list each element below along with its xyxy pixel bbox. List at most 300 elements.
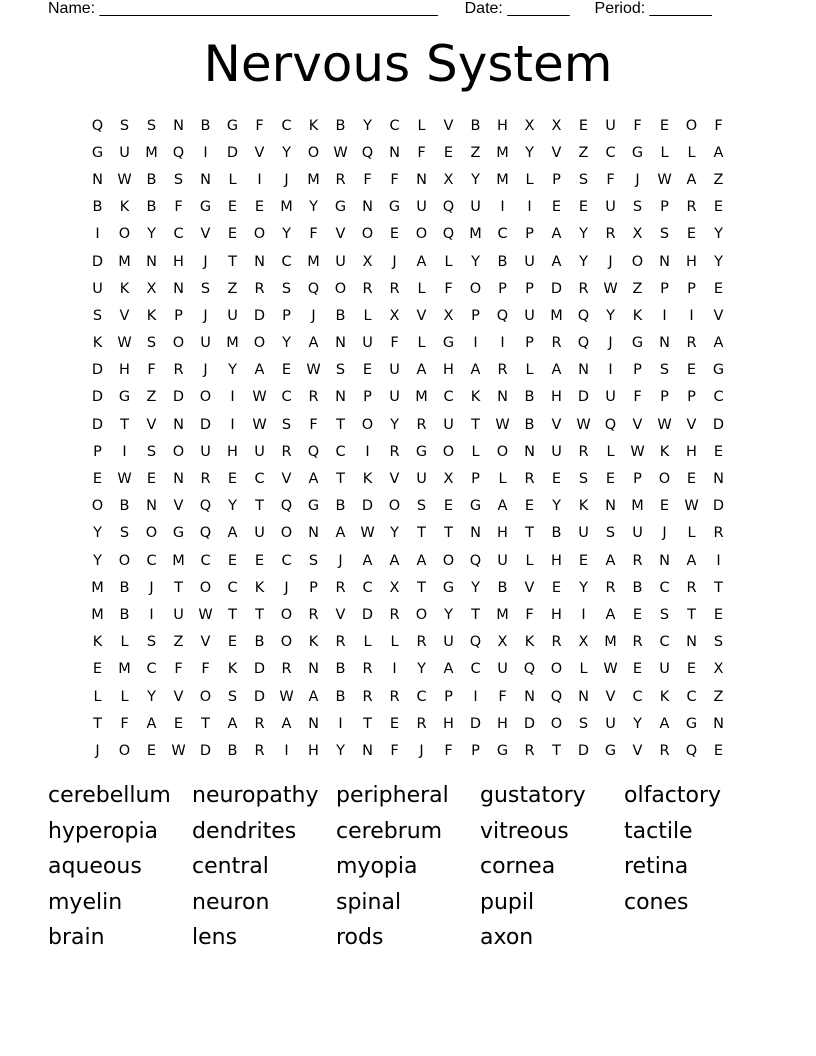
grid-letter[interactable]: Y xyxy=(390,416,399,433)
grid-letter[interactable]: N xyxy=(659,335,670,352)
grid-letter[interactable]: P xyxy=(525,280,534,297)
grid-letter[interactable]: V xyxy=(686,416,697,433)
grid-letter[interactable]: U xyxy=(551,443,562,460)
grid-letter[interactable]: Q xyxy=(307,443,320,460)
grid-letter[interactable]: Z xyxy=(146,389,157,406)
grid-letter[interactable]: Y xyxy=(417,661,426,678)
grid-letter[interactable]: U xyxy=(227,307,238,324)
period-field[interactable]: Period: _______ xyxy=(594,0,712,17)
grid-letter[interactable]: C xyxy=(470,661,481,678)
grid-letter[interactable]: Q xyxy=(361,144,374,161)
grid-letter[interactable]: J xyxy=(203,253,208,270)
grid-letter[interactable]: F xyxy=(714,117,723,134)
grid-letter[interactable]: G xyxy=(496,742,509,759)
grid-letter[interactable]: W xyxy=(198,606,213,623)
grid-letter[interactable]: O xyxy=(415,606,428,623)
grid-letter[interactable]: S xyxy=(578,471,589,488)
grid-letter[interactable]: O xyxy=(334,280,347,297)
grid-letter[interactable]: E xyxy=(713,280,724,297)
grid-letter[interactable]: V xyxy=(524,579,535,596)
grid-letter[interactable]: A xyxy=(308,335,319,352)
grid-letter[interactable]: C xyxy=(254,471,265,488)
grid-letter[interactable]: J xyxy=(311,307,316,324)
grid-letter[interactable]: S xyxy=(578,171,589,188)
grid-letter[interactable]: C xyxy=(173,226,184,243)
grid-letter[interactable]: F xyxy=(309,226,318,243)
grid-letter[interactable]: O xyxy=(550,661,563,678)
grid-letter[interactable]: F xyxy=(174,661,183,678)
grid-letter[interactable]: W xyxy=(117,171,132,188)
grid-letter[interactable]: O xyxy=(118,552,131,569)
grid-letter[interactable]: J xyxy=(419,742,424,759)
grid-letter[interactable]: L xyxy=(525,171,534,188)
grid-letter[interactable]: E xyxy=(362,362,373,379)
grid-letter[interactable]: B xyxy=(119,579,130,596)
grid-letter[interactable]: I xyxy=(689,307,694,324)
grid-letter[interactable]: M xyxy=(496,606,509,623)
grid-letter[interactable]: Q xyxy=(550,688,563,705)
grid-letter[interactable]: S xyxy=(281,280,292,297)
grid-letter[interactable]: P xyxy=(471,471,480,488)
grid-letter[interactable]: Y xyxy=(471,579,480,596)
grid-letter[interactable]: L xyxy=(417,117,426,134)
grid-letter[interactable]: B xyxy=(119,606,130,623)
grid-letter[interactable]: T xyxy=(417,579,426,596)
grid-letter[interactable]: O xyxy=(442,443,455,460)
grid-letter[interactable]: C xyxy=(605,144,616,161)
grid-letter[interactable]: E xyxy=(686,226,697,243)
grid-letter[interactable]: O xyxy=(280,606,293,623)
grid-letter[interactable]: Y xyxy=(363,117,372,134)
grid-letter[interactable]: Y xyxy=(93,525,102,542)
grid-letter[interactable]: D xyxy=(361,606,374,623)
grid-letter[interactable]: O xyxy=(496,443,509,460)
grid-letter[interactable]: G xyxy=(442,579,455,596)
grid-letter[interactable]: S xyxy=(227,688,238,705)
grid-letter[interactable]: S xyxy=(578,715,589,732)
grid-letter[interactable]: Y xyxy=(390,525,399,542)
grid-letter[interactable]: N xyxy=(686,634,697,651)
grid-letter[interactable]: M xyxy=(172,552,185,569)
grid-letter[interactable]: P xyxy=(363,389,372,406)
grid-letter[interactable]: M xyxy=(145,144,158,161)
grid-letter[interactable]: A xyxy=(686,552,697,569)
grid-letter[interactable]: U xyxy=(443,416,454,433)
grid-letter[interactable]: C xyxy=(389,117,400,134)
grid-letter[interactable]: M xyxy=(631,498,644,515)
grid-letter[interactable]: N xyxy=(335,389,346,406)
grid-letter[interactable]: Q xyxy=(442,199,455,216)
grid-letter[interactable]: S xyxy=(659,362,670,379)
grid-letter[interactable]: D xyxy=(712,416,725,433)
grid-letter[interactable]: P xyxy=(633,362,642,379)
grid-letter[interactable]: T xyxy=(471,416,480,433)
grid-letter[interactable]: I xyxy=(257,171,262,188)
grid-letter[interactable]: P xyxy=(525,335,534,352)
grid-letter[interactable]: E xyxy=(227,199,238,216)
grid-letter[interactable]: T xyxy=(525,525,534,542)
grid-letter[interactable]: O xyxy=(199,389,212,406)
grid-letter[interactable]: O xyxy=(145,525,158,542)
grid-letter[interactable]: Y xyxy=(471,171,480,188)
grid-letter[interactable]: A xyxy=(686,171,697,188)
grid-letter[interactable]: I xyxy=(392,661,397,678)
grid-letter[interactable]: E xyxy=(578,552,589,569)
grid-letter[interactable]: J xyxy=(95,742,100,759)
grid-letter[interactable]: Q xyxy=(469,552,482,569)
grid-letter[interactable]: N xyxy=(578,688,589,705)
grid-letter[interactable]: U xyxy=(389,362,400,379)
grid-letter[interactable]: C xyxy=(335,443,346,460)
grid-letter[interactable]: C xyxy=(281,253,292,270)
grid-letter[interactable]: U xyxy=(416,199,427,216)
grid-letter[interactable]: B xyxy=(497,253,508,270)
grid-letter[interactable]: W xyxy=(171,742,186,759)
grid-letter[interactable]: M xyxy=(550,307,563,324)
grid-letter[interactable]: Q xyxy=(577,335,590,352)
grid-letter[interactable]: F xyxy=(201,661,210,678)
grid-letter[interactable]: Y xyxy=(282,144,291,161)
grid-letter[interactable]: T xyxy=(255,606,264,623)
grid-letter[interactable]: N xyxy=(335,335,346,352)
grid-letter[interactable]: A xyxy=(281,715,292,732)
grid-letter[interactable]: T xyxy=(174,579,183,596)
grid-letter[interactable]: Q xyxy=(199,498,212,515)
grid-letter[interactable]: M xyxy=(91,579,104,596)
grid-letter[interactable]: N xyxy=(605,498,616,515)
grid-letter[interactable]: E xyxy=(713,199,724,216)
grid-letter[interactable]: W xyxy=(117,335,132,352)
grid-letter[interactable]: C xyxy=(146,661,157,678)
grid-letter[interactable]: Q xyxy=(91,117,104,134)
grid-letter[interactable]: D xyxy=(91,253,104,270)
grid-letter[interactable]: A xyxy=(416,362,427,379)
grid-letter[interactable]: G xyxy=(307,498,320,515)
grid-letter[interactable]: N xyxy=(173,416,184,433)
grid-letter[interactable]: S xyxy=(146,335,157,352)
grid-letter[interactable]: L xyxy=(498,471,507,488)
grid-letter[interactable]: U xyxy=(92,280,103,297)
grid-letter[interactable]: L xyxy=(120,634,129,651)
grid-letter[interactable]: N xyxy=(659,552,670,569)
grid-letter[interactable]: J xyxy=(284,171,289,188)
grid-letter[interactable]: C xyxy=(659,634,670,651)
grid-letter[interactable]: T xyxy=(687,606,696,623)
grid-letter[interactable]: U xyxy=(497,661,508,678)
grid-letter[interactable]: X xyxy=(389,579,400,596)
grid-letter[interactable]: S xyxy=(92,307,103,324)
grid-letter[interactable]: Y xyxy=(606,307,615,324)
grid-letter[interactable]: E xyxy=(632,606,643,623)
grid-letter[interactable]: N xyxy=(254,253,265,270)
grid-letter[interactable]: O xyxy=(469,280,482,297)
grid-letter[interactable]: J xyxy=(662,525,667,542)
grid-letter[interactable]: V xyxy=(173,688,184,705)
grid-letter[interactable]: R xyxy=(254,742,265,759)
grid-letter[interactable]: L xyxy=(228,171,237,188)
grid-letter[interactable]: G xyxy=(118,389,131,406)
grid-letter[interactable]: N xyxy=(173,280,184,297)
grid-letter[interactable]: S xyxy=(659,226,670,243)
grid-letter[interactable]: W xyxy=(252,416,267,433)
grid-letter[interactable]: E xyxy=(254,552,265,569)
grid-letter[interactable]: L xyxy=(660,144,669,161)
grid-letter[interactable]: A xyxy=(389,552,400,569)
grid-letter[interactable]: O xyxy=(550,715,563,732)
grid-letter[interactable]: I xyxy=(365,443,370,460)
grid-letter[interactable]: F xyxy=(498,688,507,705)
grid-letter[interactable]: K xyxy=(308,634,319,651)
grid-letter[interactable]: V xyxy=(254,144,265,161)
grid-letter[interactable]: K xyxy=(92,335,103,352)
grid-letter[interactable]: T xyxy=(552,742,561,759)
grid-letter[interactable]: Y xyxy=(228,362,237,379)
grid-letter[interactable]: H xyxy=(173,253,184,270)
grid-letter[interactable]: X xyxy=(443,307,454,324)
grid-letter[interactable]: E xyxy=(605,471,616,488)
grid-letter[interactable]: W xyxy=(630,443,645,460)
grid-letter[interactable]: H xyxy=(119,362,130,379)
grid-letter[interactable]: R xyxy=(389,606,400,623)
grid-letter[interactable]: U xyxy=(416,471,427,488)
grid-letter[interactable]: F xyxy=(363,171,372,188)
grid-letter[interactable]: M xyxy=(307,253,320,270)
grid-letter[interactable]: Y xyxy=(714,253,723,270)
grid-letter[interactable]: S xyxy=(200,280,211,297)
grid-letter[interactable]: K xyxy=(119,280,130,297)
grid-letter[interactable]: F xyxy=(444,742,453,759)
grid-letter[interactable]: S xyxy=(308,552,319,569)
grid-letter[interactable]: R xyxy=(335,634,346,651)
grid-letter[interactable]: X xyxy=(443,471,454,488)
grid-letter[interactable]: G xyxy=(415,443,428,460)
grid-letter[interactable]: B xyxy=(335,661,346,678)
grid-letter[interactable]: F xyxy=(147,362,156,379)
grid-letter[interactable]: T xyxy=(336,471,345,488)
grid-letter[interactable]: U xyxy=(524,253,535,270)
grid-letter[interactable]: M xyxy=(415,389,428,406)
grid-letter[interactable]: E xyxy=(227,634,238,651)
grid-letter[interactable]: O xyxy=(388,498,401,515)
grid-letter[interactable]: S xyxy=(659,606,670,623)
grid-letter[interactable]: O xyxy=(253,226,266,243)
grid-letter[interactable]: I xyxy=(473,688,478,705)
grid-letter[interactable]: F xyxy=(390,742,399,759)
grid-letter[interactable]: E xyxy=(254,199,265,216)
grid-letter[interactable]: A xyxy=(551,362,562,379)
grid-letter[interactable]: J xyxy=(608,335,613,352)
grid-letter[interactable]: L xyxy=(579,661,588,678)
grid-letter[interactable]: B xyxy=(497,579,508,596)
grid-letter[interactable]: I xyxy=(581,606,586,623)
grid-letter[interactable]: M xyxy=(118,661,131,678)
grid-letter[interactable]: B xyxy=(146,199,157,216)
grid-letter[interactable]: H xyxy=(227,443,238,460)
grid-letter[interactable]: Y xyxy=(282,335,291,352)
grid-letter[interactable]: U xyxy=(578,525,589,542)
grid-letter[interactable]: O xyxy=(172,335,185,352)
grid-letter[interactable]: E xyxy=(632,661,643,678)
grid-letter[interactable]: H xyxy=(443,362,454,379)
grid-letter[interactable]: C xyxy=(686,688,697,705)
grid-letter[interactable]: A xyxy=(416,253,427,270)
grid-letter[interactable]: N xyxy=(713,715,724,732)
grid-letter[interactable]: A xyxy=(470,362,481,379)
grid-letter[interactable]: U xyxy=(119,144,130,161)
grid-letter[interactable]: R xyxy=(281,661,292,678)
grid-letter[interactable]: K xyxy=(92,634,103,651)
grid-letter[interactable]: G xyxy=(631,144,644,161)
grid-letter[interactable]: H xyxy=(551,552,562,569)
grid-letter[interactable]: B xyxy=(254,634,265,651)
grid-letter[interactable]: J xyxy=(203,362,208,379)
grid-letter[interactable]: L xyxy=(525,362,534,379)
grid-letter[interactable]: N xyxy=(389,144,400,161)
grid-letter[interactable]: T xyxy=(255,498,264,515)
grid-letter[interactable]: Q xyxy=(442,226,455,243)
grid-letter[interactable]: R xyxy=(713,525,724,542)
grid-letter[interactable]: E xyxy=(389,226,400,243)
grid-letter[interactable]: A xyxy=(362,552,373,569)
grid-letter[interactable]: W xyxy=(603,280,618,297)
grid-letter[interactable]: R xyxy=(389,688,400,705)
grid-letter[interactable]: L xyxy=(363,634,372,651)
grid-letter[interactable]: W xyxy=(333,144,348,161)
grid-letter[interactable]: P xyxy=(444,688,453,705)
grid-letter[interactable]: U xyxy=(254,525,265,542)
grid-letter[interactable]: G xyxy=(604,742,617,759)
grid-letter[interactable]: R xyxy=(578,280,589,297)
grid-letter[interactable]: K xyxy=(659,688,670,705)
grid-letter[interactable]: C xyxy=(227,579,238,596)
grid-letter[interactable]: S xyxy=(119,525,130,542)
grid-letter[interactable]: D xyxy=(226,144,239,161)
grid-letter[interactable]: Z xyxy=(713,171,724,188)
grid-letter[interactable]: P xyxy=(633,471,642,488)
grid-letter[interactable]: N xyxy=(146,253,157,270)
grid-letter[interactable]: V xyxy=(389,471,400,488)
grid-letter[interactable]: Y xyxy=(282,226,291,243)
grid-letter[interactable]: S xyxy=(146,443,157,460)
grid-letter[interactable]: D xyxy=(253,688,266,705)
grid-letter[interactable]: D xyxy=(253,661,266,678)
grid-letter[interactable]: E xyxy=(389,715,400,732)
grid-letter[interactable]: I xyxy=(149,606,154,623)
grid-letter[interactable]: K xyxy=(362,471,373,488)
grid-letter[interactable]: R xyxy=(308,389,319,406)
grid-letter[interactable]: A xyxy=(551,253,562,270)
grid-letter[interactable]: R xyxy=(551,634,562,651)
grid-letter[interactable]: T xyxy=(120,416,129,433)
grid-letter[interactable]: C xyxy=(200,552,211,569)
grid-letter[interactable]: F xyxy=(255,117,264,134)
grid-letter[interactable]: R xyxy=(605,226,616,243)
grid-letter[interactable]: R xyxy=(362,280,373,297)
grid-letter[interactable]: I xyxy=(284,742,289,759)
grid-letter[interactable]: W xyxy=(657,416,672,433)
grid-letter[interactable]: L xyxy=(525,552,534,569)
grid-letter[interactable]: A xyxy=(551,226,562,243)
grid-letter[interactable]: V xyxy=(335,226,346,243)
grid-letter[interactable]: R xyxy=(200,471,211,488)
grid-letter[interactable]: D xyxy=(199,742,212,759)
grid-letter[interactable]: G xyxy=(172,525,185,542)
grid-letter[interactable]: Y xyxy=(228,498,237,515)
grid-letter[interactable]: P xyxy=(471,307,480,324)
grid-letter[interactable]: T xyxy=(336,416,345,433)
grid-letter[interactable]: H xyxy=(686,443,697,460)
grid-letter[interactable]: E xyxy=(686,362,697,379)
grid-letter[interactable]: T xyxy=(714,579,723,596)
grid-letter[interactable]: N xyxy=(524,688,535,705)
grid-letter[interactable]: D xyxy=(469,715,482,732)
grid-letter[interactable]: D xyxy=(253,307,266,324)
grid-letter[interactable]: V xyxy=(335,606,346,623)
grid-letter[interactable]: Z xyxy=(713,688,724,705)
grid-letter[interactable]: S xyxy=(605,525,616,542)
grid-letter[interactable]: E xyxy=(578,117,589,134)
grid-letter[interactable]: G xyxy=(91,144,104,161)
grid-letter[interactable]: O xyxy=(631,253,644,270)
grid-letter[interactable]: U xyxy=(659,661,670,678)
grid-letter[interactable]: P xyxy=(498,280,507,297)
grid-letter[interactable]: V xyxy=(551,144,562,161)
grid-letter[interactable]: O xyxy=(280,525,293,542)
grid-letter[interactable]: B xyxy=(200,117,211,134)
grid-letter[interactable]: E xyxy=(713,443,724,460)
grid-letter[interactable]: N xyxy=(92,171,103,188)
grid-letter[interactable]: N xyxy=(713,471,724,488)
grid-letter[interactable]: O xyxy=(172,443,185,460)
grid-letter[interactable]: U xyxy=(605,199,616,216)
grid-letter[interactable]: J xyxy=(608,253,613,270)
grid-letter[interactable]: U xyxy=(254,443,265,460)
grid-letter[interactable]: R xyxy=(416,416,427,433)
grid-letter[interactable]: B xyxy=(227,742,238,759)
grid-letter[interactable]: Q xyxy=(685,742,698,759)
grid-letter[interactable]: M xyxy=(469,226,482,243)
grid-letter[interactable]: I xyxy=(122,443,127,460)
grid-letter[interactable]: C xyxy=(443,389,454,406)
grid-letter[interactable]: L xyxy=(687,144,696,161)
grid-letter[interactable]: M xyxy=(280,199,293,216)
grid-letter[interactable]: G xyxy=(226,117,239,134)
grid-letter[interactable]: U xyxy=(443,634,454,651)
grid-letter[interactable]: Q xyxy=(280,498,293,515)
grid-letter[interactable]: U xyxy=(173,606,184,623)
grid-letter[interactable]: W xyxy=(306,362,321,379)
grid-letter[interactable]: K xyxy=(578,498,589,515)
grid-letter[interactable]: Q xyxy=(199,525,212,542)
grid-letter[interactable]: D xyxy=(712,498,725,515)
grid-letter[interactable]: U xyxy=(605,389,616,406)
grid-letter[interactable]: B xyxy=(335,498,346,515)
grid-letter[interactable]: E xyxy=(659,117,670,134)
grid-letter[interactable]: F xyxy=(606,171,615,188)
grid-letter[interactable]: G xyxy=(712,362,725,379)
grid-letter[interactable]: R xyxy=(686,579,697,596)
grid-letter[interactable]: Q xyxy=(523,661,536,678)
grid-letter[interactable]: L xyxy=(120,688,129,705)
grid-letter[interactable]: L xyxy=(606,443,615,460)
grid-letter[interactable]: R xyxy=(686,199,697,216)
grid-letter[interactable]: T xyxy=(417,525,426,542)
grid-letter[interactable]: A xyxy=(443,661,454,678)
grid-letter[interactable]: I xyxy=(230,416,235,433)
grid-letter[interactable]: A xyxy=(713,144,724,161)
grid-letter[interactable]: L xyxy=(93,688,102,705)
grid-letter[interactable]: S xyxy=(416,498,427,515)
